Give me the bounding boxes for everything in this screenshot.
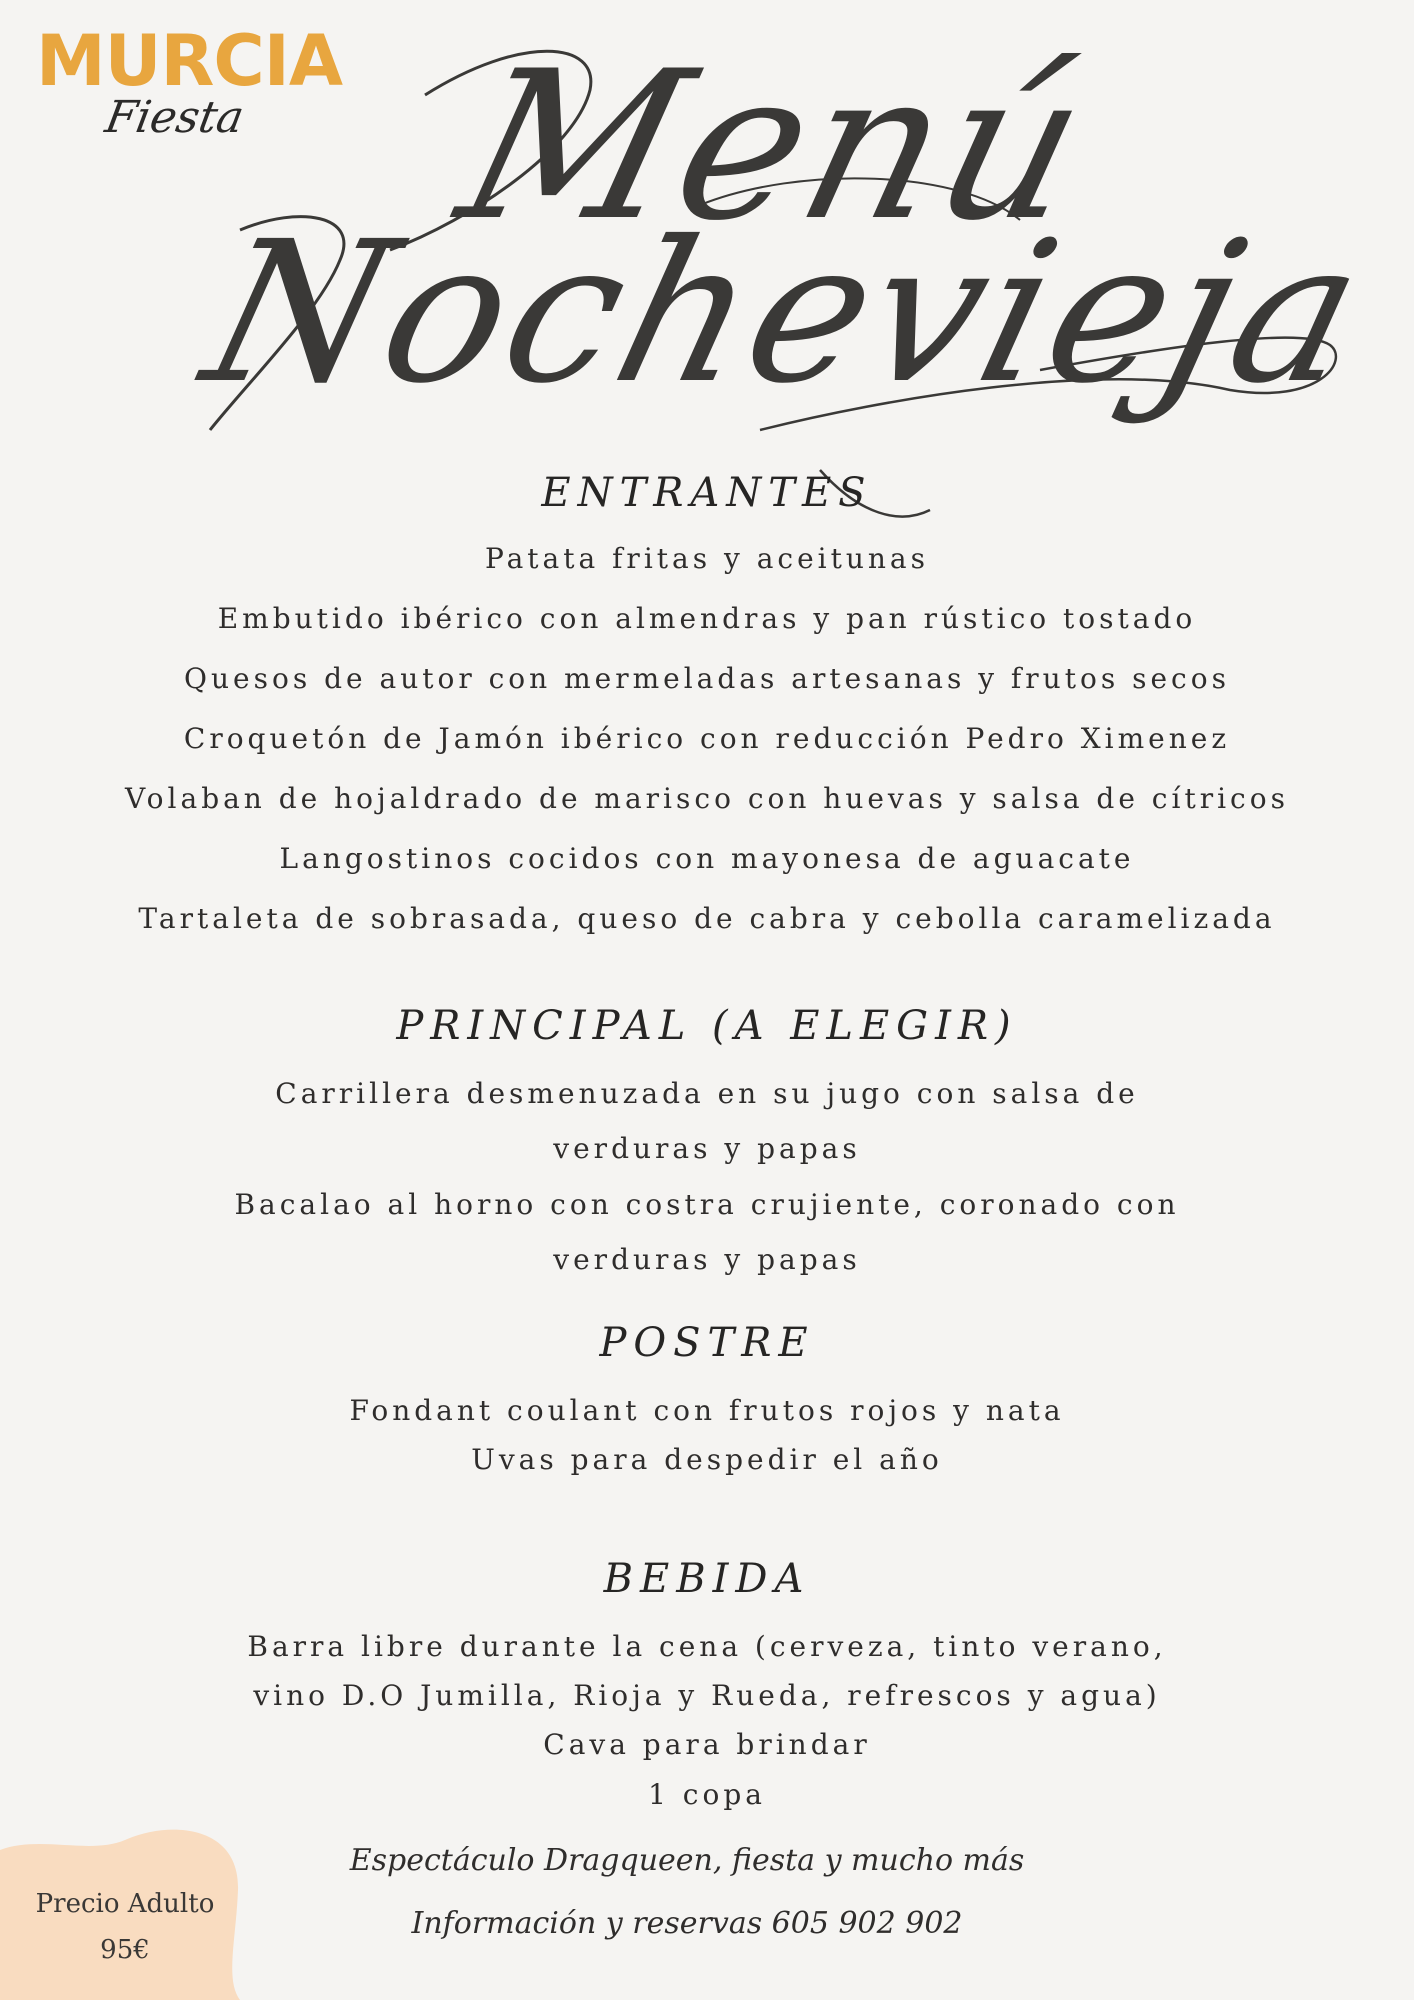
menu-item: Patata fritas y aceitunas — [485, 542, 929, 575]
menu-item: Cava para brindar — [543, 1728, 871, 1761]
menu-item: Uvas para despedir el año — [471, 1443, 943, 1476]
section-title-postre: POSTRE — [599, 1320, 815, 1366]
show-note: Espectáculo Dragqueen, fiesta y mucho más — [349, 1843, 1025, 1878]
title-menu: Menú — [440, 28, 1112, 266]
menu-item: Carrillera desmenuzada en su jugo con salsa de — [275, 1077, 1139, 1110]
menu-item: Volaban de hojaldrado de marisco con huevas y salsa de cítricos — [125, 782, 1289, 815]
menu-item: 1 copa — [648, 1778, 766, 1811]
price-value: 95€ — [100, 1935, 150, 1965]
logo-subtitle: Fiesta — [101, 92, 248, 143]
reservation-note: Información y reservas 605 902 902 — [411, 1906, 963, 1941]
section-title-bebida: BEBIDA — [603, 1556, 811, 1602]
menu-item: Embutido ibérico con almendras y pan rústico tostado — [217, 602, 1197, 635]
menu-item: Bacalao al horno con costra crujiente, coronado con — [234, 1188, 1180, 1221]
menu-item: Quesos de autor con mermeladas artesanas y frutos secos — [184, 662, 1230, 695]
title-nochevieja: Nochevieja — [186, 199, 1387, 426]
menu-item: verduras y papas — [553, 1132, 861, 1165]
section-title-principal: PRINCIPAL (A ELEGIR) — [396, 1003, 1018, 1049]
logo-word: MURCIA — [36, 20, 342, 102]
menu-item: vino D.O Jumilla, Rioja y Rueda, refrescos y agua) — [253, 1679, 1161, 1712]
menu-item: Langostinos cocidos con mayonesa de aguacate — [279, 842, 1135, 875]
menu-item: Barra libre durante la cena (cerveza, tinto verano, — [247, 1630, 1167, 1663]
menu-item: verduras y papas — [553, 1243, 861, 1276]
price-label: Precio Adulto — [35, 1889, 215, 1919]
menu-item: Croquetón de Jamón ibérico con reducción Pedro Ximenez — [183, 722, 1231, 755]
menu-item: Tartaleta de sobrasada, queso de cabra y cebolla caramelizada — [138, 902, 1276, 935]
menu-item: Fondant coulant con frutos rojos y nata — [349, 1394, 1065, 1427]
section-title-entrantes: ENTRANTES — [541, 470, 873, 516]
